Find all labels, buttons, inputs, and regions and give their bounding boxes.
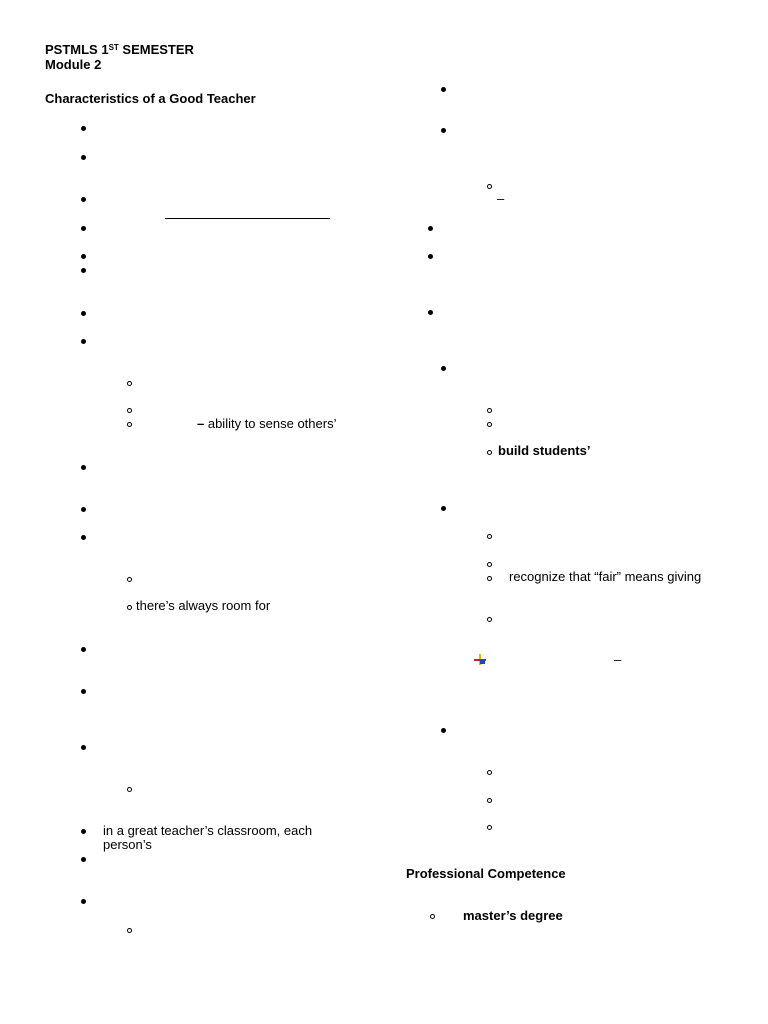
sub-bullet-icon: [127, 928, 132, 933]
section-title: Characteristics of a Good Teacher: [45, 91, 256, 106]
sub-bullet-icon: [430, 914, 435, 919]
bullet-icon: [81, 226, 86, 231]
sub-bullet-icon: [127, 408, 132, 413]
sub-bullet-icon: [127, 787, 132, 792]
bullet-icon: [81, 689, 86, 694]
dash-text: –: [497, 191, 505, 206]
masters-degree: master’s degree: [463, 908, 563, 923]
bullet-icon: [428, 310, 433, 315]
sub-bullet-icon: [127, 422, 132, 427]
sub-bullet-icon: [487, 770, 492, 775]
bullet-icon: [81, 535, 86, 540]
sub-bullet-icon: [487, 798, 492, 803]
bullet-icon: [428, 226, 433, 231]
bullet-icon: [81, 126, 86, 131]
classroom-line-1: in a great teacher’s classroom, each: [103, 823, 313, 838]
fair-line: recognize that “fair” means giving: [509, 569, 702, 584]
bullet-icon: [81, 745, 86, 750]
bullet-icon: [428, 254, 433, 259]
sub-bullet-icon: [487, 617, 492, 622]
bullet-icon: [81, 155, 86, 160]
bullet-icon: [81, 197, 86, 202]
sub-bullet-icon: [127, 577, 132, 582]
sub-bullet-icon: [487, 184, 492, 189]
underline-rule: [165, 218, 330, 219]
bullet-icon: [441, 728, 446, 733]
sub-bullet-icon: [487, 534, 492, 539]
sub-bullet-icon: [487, 562, 492, 567]
bullet-icon: [81, 311, 86, 316]
sub-bullet-icon: [487, 825, 492, 830]
module-label: Module 2: [45, 57, 102, 72]
dash-text: –: [614, 652, 622, 667]
bullet-icon: [81, 857, 86, 862]
sub-bullet-icon: [487, 576, 492, 581]
bullet-icon: [81, 465, 86, 470]
classroom-line-2: person’s: [103, 837, 152, 852]
bullet-icon: [81, 899, 86, 904]
bullet-icon: [81, 254, 86, 259]
bullet-icon: [441, 128, 446, 133]
bullet-icon: [441, 366, 446, 371]
colored-bullet-icon: [474, 654, 486, 665]
empathy-line: – ability to sense others’: [197, 416, 337, 431]
build-students-line: build students’: [498, 443, 591, 458]
sub-bullet-icon: [127, 381, 132, 386]
course-title: PSTMLS 1ST SEMESTER: [45, 42, 194, 57]
section-title-2: Professional Competence: [406, 866, 566, 881]
sub-bullet-icon: [487, 408, 492, 413]
sub-bullet-icon: [487, 422, 492, 427]
bullet-icon: [81, 268, 86, 273]
bullet-icon: [81, 507, 86, 512]
bullet-icon: [81, 647, 86, 652]
sub-bullet-icon: [487, 450, 492, 455]
room-line: there’s always room for: [136, 598, 271, 613]
bullet-icon: [81, 829, 86, 834]
sub-bullet-icon: [127, 605, 132, 610]
bullet-icon: [441, 506, 446, 511]
bullet-icon: [441, 87, 446, 92]
bullet-icon: [81, 339, 86, 344]
